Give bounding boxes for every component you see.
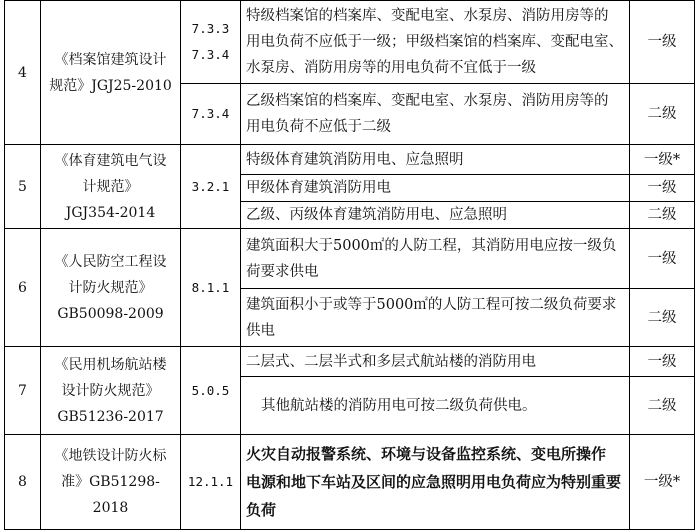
standard-name: 《档案馆建筑设计 规范》JGJ25-2010 xyxy=(41,1,181,145)
load-level: 一级* xyxy=(630,435,695,530)
load-level: 二级 xyxy=(630,202,695,229)
load-level: 一级 xyxy=(630,229,695,289)
clause-number: 3.2.1 xyxy=(181,145,241,229)
row-number: 5 xyxy=(5,145,41,229)
requirement-text: 建筑面积小于或等于5000㎡的人防工程可按二级负荷要求 供电 xyxy=(241,289,630,347)
clause-number: 12.1.1 xyxy=(181,435,241,530)
standard-name: 《地铁设计防火标 准》GB51298-2018 xyxy=(41,435,181,530)
load-level: 一级 xyxy=(630,175,695,202)
table-row xyxy=(5,145,695,175)
row-number: 8 xyxy=(5,435,41,530)
row-number: 4 xyxy=(5,1,41,145)
row-number: 7 xyxy=(5,347,41,435)
requirement-text: 乙级档案馆的档案库、变配电室、水泵房、消防用房等的 用电负荷不应低于二级 xyxy=(241,84,630,145)
clause-number: 7.3.3 7.3.4 xyxy=(181,1,241,84)
load-level: 一级* xyxy=(630,145,695,175)
standard-name: 《人民防空工程设 计防火规范》 GB50098-2009 xyxy=(41,229,181,347)
standard-name: 《民用机场航站楼 设计防火规范》 GB51236-2017 xyxy=(41,347,181,435)
requirement-text: 火灾自动报警系统、环境与设备监控系统、变电所操作 电源和地下车站及区间的应急照明用电负荷应为特别重要 负荷 xyxy=(241,435,630,530)
table-row xyxy=(5,1,695,84)
requirement-text: 其他航站楼的消防用电可按二级负荷供电。 xyxy=(241,377,630,435)
clause-number: 7.3.4 xyxy=(181,84,241,145)
row-number: 6 xyxy=(5,229,41,347)
table-row xyxy=(5,347,695,377)
clause-number: 5.0.5 xyxy=(181,347,241,435)
load-level: 二级 xyxy=(630,377,695,435)
load-level: 一级 xyxy=(630,1,695,84)
load-level-table xyxy=(4,0,695,530)
requirement-text: 甲级体育建筑消防用电 xyxy=(241,175,630,202)
table-row xyxy=(5,229,695,289)
load-level: 一级 xyxy=(630,347,695,377)
load-level: 二级 xyxy=(630,84,695,145)
requirement-text: 乙级、丙级体育建筑消防用电、应急照明 xyxy=(241,202,630,229)
clause-number: 8.1.1 xyxy=(181,229,241,347)
table-row xyxy=(5,435,695,530)
requirement-text: 二层式、二层半式和多层式航站楼的消防用电 xyxy=(241,347,630,377)
requirement-text: 建筑面积大于5000㎡的人防工程，其消防用电应按一级负 荷要求供电 xyxy=(241,229,630,289)
requirement-text: 特级档案馆的档案库、变配电室、水泵房、消防用房等的 用电负荷不应低于一级；甲级档案馆的档案库、变配电室、 水泵房、消防用房等的用电负荷不宜低于一级 xyxy=(241,1,630,84)
load-level: 二级 xyxy=(630,289,695,347)
requirement-text: 特级体育建筑消防用电、应急照明 xyxy=(241,145,630,175)
standard-name: 《体育建筑电气设 计规范》 JGJ354-2014 xyxy=(41,145,181,229)
